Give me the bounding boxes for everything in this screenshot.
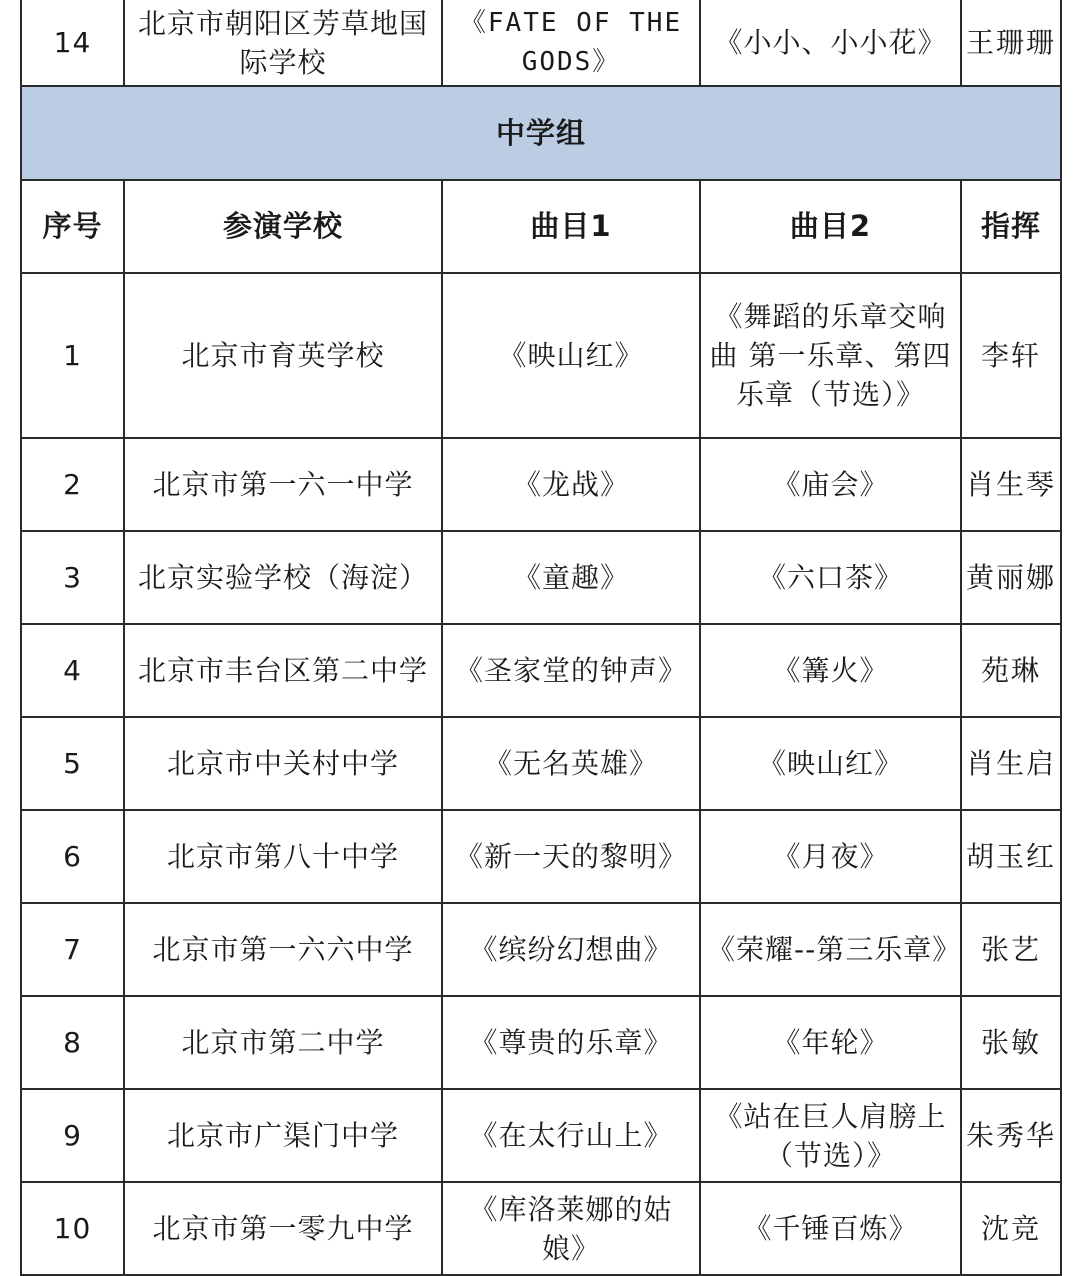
cell-song2: 《千锤百炼》 [700,1182,961,1275]
table-row [21,903,1061,996]
cell-num: 3 [21,531,124,624]
cell-num: 5 [21,717,124,810]
cell-song1: 《童趣》 [442,531,700,624]
cell-school: 北京市广渠门中学 [124,1089,442,1182]
cell-num: 10 [21,1182,124,1275]
cell-conductor: 肖生琴 [961,438,1061,531]
cell-conductor: 肖生启 [961,717,1061,810]
cell-song1: 《在太行山上》 [442,1089,700,1182]
cell-song1: 《龙战》 [442,438,700,531]
cell-school: 北京市朝阳区芳草地国际学校 [124,0,442,86]
cell-school: 北京市第二中学 [124,996,442,1089]
table-row [21,273,1061,438]
group-title: 中学组 [21,86,1061,180]
group-header-row [21,86,1061,180]
table-row [21,624,1061,717]
table-row [21,1182,1061,1275]
table-row [21,1089,1061,1182]
cell-conductor: 沈竞 [961,1182,1061,1275]
cell-conductor: 张敏 [961,996,1061,1089]
cell-conductor: 胡玉红 [961,810,1061,903]
cell-school: 北京市第一六六中学 [124,903,442,996]
cell-num: 14 [21,0,124,86]
cell-song1: 《新一天的黎明》 [442,810,700,903]
cell-song2: 《舞蹈的乐章交响曲 第一乐章、第四乐章（节选）》 [700,273,961,438]
header-num: 序号 [21,180,124,273]
cell-school: 北京市第一六一中学 [124,438,442,531]
cell-song1: 《无名英雄》 [442,717,700,810]
table-row [21,531,1061,624]
cell-conductor: 张艺 [961,903,1061,996]
table-row [21,996,1061,1089]
cell-song1: 《圣家堂的钟声》 [442,624,700,717]
column-header-row [21,180,1061,273]
table-row [21,810,1061,903]
cell-num: 7 [21,903,124,996]
cell-song2: 《站在巨人肩膀上（节选）》 [700,1089,961,1182]
cell-song1: 《尊贵的乐章》 [442,996,700,1089]
header-song1: 曲目1 [442,180,700,273]
cell-song1: 《映山红》 [442,273,700,438]
cell-school: 北京市育英学校 [124,273,442,438]
cell-school: 北京市第八十中学 [124,810,442,903]
cell-conductor: 李轩 [961,273,1061,438]
cell-conductor: 朱秀华 [961,1089,1061,1182]
cell-school: 北京市丰台区第二中学 [124,624,442,717]
table-row [21,717,1061,810]
cell-school: 北京实验学校（海淀） [124,531,442,624]
cell-num: 2 [21,438,124,531]
table-row [21,438,1061,531]
header-conductor: 指挥 [961,180,1061,273]
cell-song2: 《荣耀--第三乐章》 [700,903,961,996]
table-row-previous [21,0,1061,86]
performance-table [20,0,1062,1276]
cell-num: 8 [21,996,124,1089]
cell-num: 4 [21,624,124,717]
cell-song2: 《年轮》 [700,996,961,1089]
cell-num: 6 [21,810,124,903]
cell-song2: 《庙会》 [700,438,961,531]
cell-num: 9 [21,1089,124,1182]
cell-song1: 《FATE OF THE GODS》 [442,0,700,86]
cell-school: 北京市中关村中学 [124,717,442,810]
header-song2: 曲目2 [700,180,961,273]
performance-table-sheet [20,0,1060,1276]
cell-conductor: 苑琳 [961,624,1061,717]
cell-num: 1 [21,273,124,438]
cell-school: 北京市第一零九中学 [124,1182,442,1275]
cell-song2: 《篝火》 [700,624,961,717]
cell-song2: 《月夜》 [700,810,961,903]
cell-song2: 《映山红》 [700,717,961,810]
header-school: 参演学校 [124,180,442,273]
cell-song2: 《六口茶》 [700,531,961,624]
cell-conductor: 王珊珊 [961,0,1061,86]
cell-song1: 《缤纷幻想曲》 [442,903,700,996]
cell-song2: 《小小、小小花》 [700,0,961,86]
cell-song1: 《库洛莱娜的姑娘》 [442,1182,700,1275]
cell-conductor: 黄丽娜 [961,531,1061,624]
